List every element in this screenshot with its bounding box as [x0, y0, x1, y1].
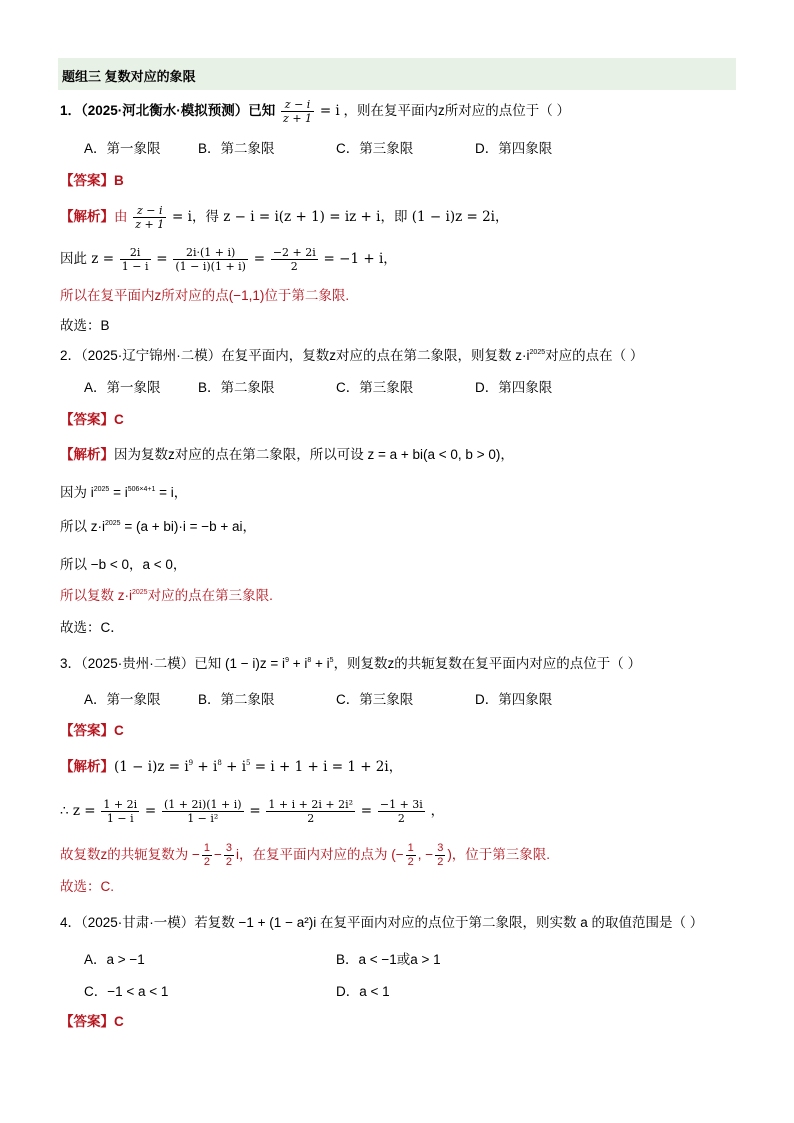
- q1-prefix: 1．（2025·河北衡水·模拟预测）已知: [60, 103, 276, 119]
- q1-option-c: C．第三象限: [336, 141, 414, 156]
- q2-analysis-line-3: 所以 $z\cdot i^{2025} = (a + bi)\cdot i = -b$ + ai，: [60, 519, 257, 534]
- question-4-stem: 4．（2025·甘肃·一模）若复数 −1 + (1 − a²)i 在复平面内对应的点位于第二象限，则实数 a 的取值范围是（ ）: [60, 915, 704, 930]
- q3-option-c: C．第三象限: [336, 692, 414, 707]
- q4-answer: 【答案】C: [60, 1014, 124, 1029]
- q3-answer: 【答案】C: [60, 723, 124, 738]
- q1-fraction: $\frac{z - i}{z + 1}$: [283, 98, 313, 125]
- q3-analysis-line-2: ∴ z = $\frac{1 + 2i}{1 - i}$ = $\frac{(1 + 2i)(1 + i)}{\text{1 − i²}}$ = $\frac{\text{1 + i + 2i + 2i²}}{2}$ = $\frac{-1 + 3i}{2}$ ，: [60, 798, 445, 825]
- q1-option-b: B．第二象限: [198, 141, 275, 156]
- q3-option-a: A．第一象限: [84, 692, 161, 707]
- q2-choose: 故选：C．: [60, 620, 124, 635]
- q1-analysis-line-1: 【解析】由 $\frac{z - i}{z + 1}$ = i，得 z − i = i(z + 1) = iz + i，即 (1 − i)z = 2i，: [60, 204, 509, 231]
- q3-option-b: B．第二象限: [198, 692, 275, 707]
- q4-option-a: A．a > −1: [84, 952, 145, 967]
- section-title: 题组三 复数对应的象限: [62, 69, 196, 84]
- q4-option-c: C．−1 < a < 1: [84, 984, 169, 999]
- question-3-stem: 3．（2025·贵州·二模）已知 $(1 - i)z = i^9 + i^8 + i^5$，则复数z的共轭复数在复平面内对应的点位于（ ）: [60, 656, 642, 671]
- q2-option-a: A．第一象限: [84, 380, 161, 395]
- q3-option-d: D．第四象限: [475, 692, 553, 707]
- q2-option-d: D．第四象限: [475, 380, 553, 395]
- section-header: [58, 58, 736, 90]
- q1-option-a: A．第一象限: [84, 141, 161, 156]
- q1-answer: 【答案】B: [60, 173, 124, 188]
- q1-analysis-line-2: 因此 z = $\frac{2i}{1 - i}$ = $\frac{2i\cdot(1 + i)}{(1 - i)(1 + i)}$ = $\frac{-2 + 2i}{2}$ = −1 + i，: [60, 246, 397, 273]
- q4-option-b: B．a < −1或a > 1: [336, 952, 441, 967]
- q1-option-d: D．第四象限: [475, 141, 553, 156]
- q3-analysis-line-1: 【解析】$(1 - i)z = i^9 + i^8 + i^5 = i + 1 + i = 1 + 2i$，: [60, 759, 403, 775]
- q2-analysis-line-2: 因为 $i^{2025} = i^{506\times 4+1} = i$，: [60, 485, 188, 500]
- question-2-stem: 2．（2025·辽宁锦州·二模）在复平面内，复数z对应的点在第二象限，则复数 $z\cdot i^{2025}$对应的点在（ ）: [60, 348, 644, 363]
- q1-choose: 故选：B: [60, 318, 110, 333]
- q2-option-c: C．第三象限: [336, 380, 414, 395]
- q2-conclusion: 所以复数 $z\cdot i^{2025}$对应的点在第三象限.: [60, 588, 273, 603]
- q2-answer: 【答案】C: [60, 412, 124, 427]
- q1-conclusion: 所以在复平面内z所对应的点(−1,1)位于第二象限.: [60, 288, 350, 303]
- q2-analysis-line-4: 所以 −b < 0，a < 0，: [60, 557, 187, 572]
- q2-analysis-line-1: 【解析】因为复数z对应的点在第二象限，所以可设 z = a + bi(a < 0, b > 0)，: [60, 447, 514, 462]
- q4-option-d: D．a < 1: [336, 984, 390, 999]
- q3-conclusion: 故复数z的共轭复数为 − $\frac{1}{2}$ − $\frac{3}{2}$ i，在复平面内对应的点为 (− $\frac{1}{2}$ , − $\frac{3}{2}$ )，位于第三象限.: [60, 842, 551, 868]
- q2-option-b: B．第二象限: [198, 380, 275, 395]
- q3-choose: 故选：C.: [60, 879, 114, 894]
- question-1-stem: 1．（2025·河北衡水·模拟预测）已知 $\frac{z - i}{z + 1}$ = i ，则在复平面内z所对应的点位于（ ）: [60, 98, 571, 125]
